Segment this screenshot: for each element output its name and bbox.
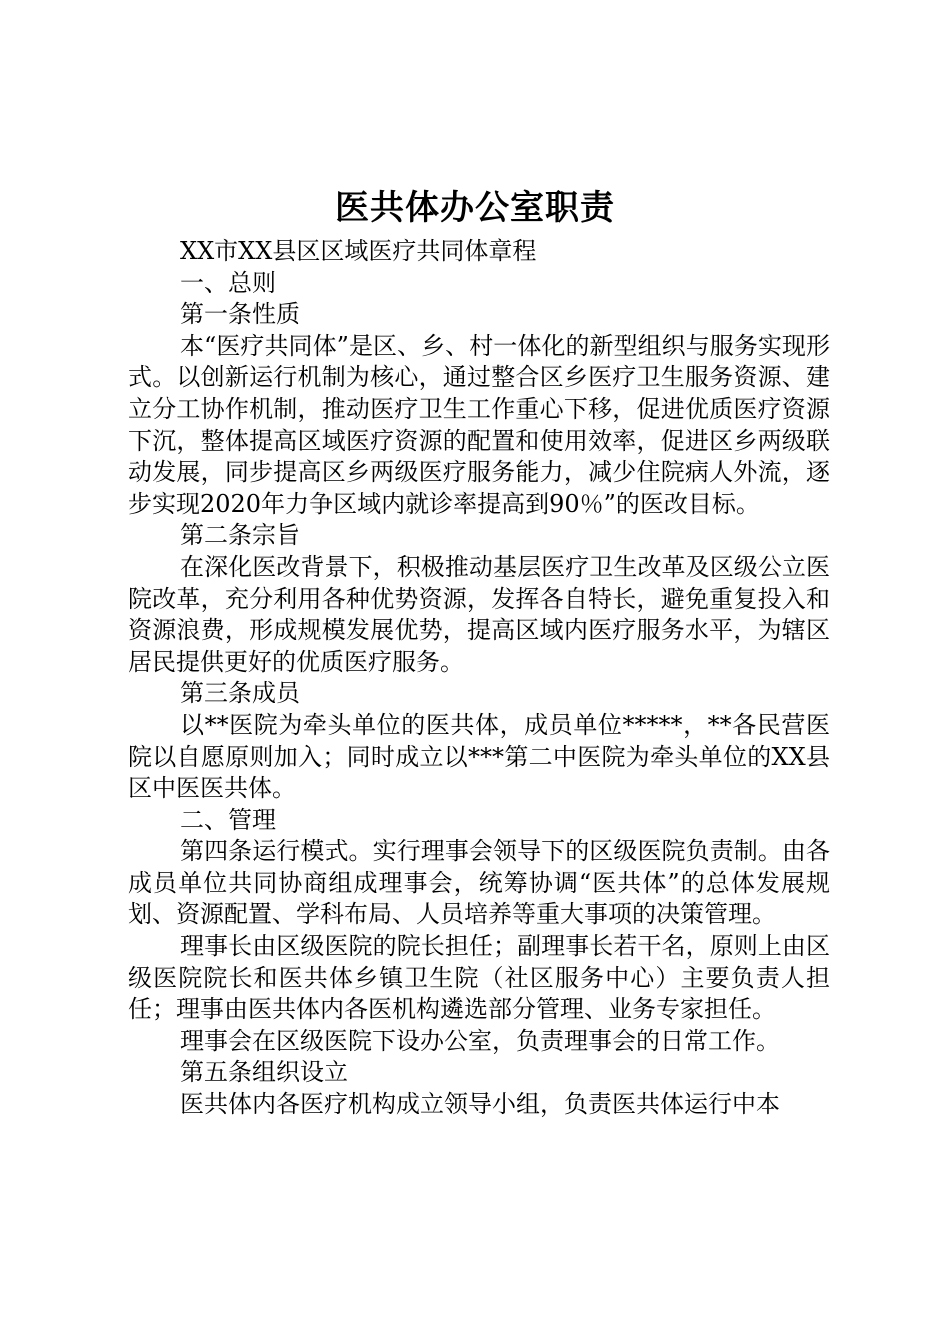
paragraph-section-general: 一、总则 xyxy=(180,268,276,297)
paragraph-section-management: 二、管理 xyxy=(180,805,276,834)
paragraph-article-3-title: 第三条成员 xyxy=(180,679,300,708)
paragraph-heading-charter: XX市XX县区区域医疗共同体章程 xyxy=(180,237,537,265)
paragraph-article-2-title: 第二条宗旨 xyxy=(180,521,300,550)
paragraph-board-office: 理事会在区级医院下设办公室，负责理事会的日常工作。 xyxy=(180,1026,780,1055)
paragraph-article-3-body: 以**医院为牵头单位的医共体，成员单位*****，**各民营医院以自愿原则加入；同时成立以***第二中医院为牵头单位的XX县区中医医共体。 xyxy=(128,710,830,803)
document-title: 医共体办公室职责 xyxy=(335,188,615,228)
paragraph-article-4-body: 第四条运行模式。实行理事会领导下的区级医院负责制。由各成员单位共同协商组成理事会，统筹协调“医共体”的总体发展规划、资源配置、学科布局、人员培养等重大事项的决策管理。 xyxy=(128,837,830,929)
paragraph-article-5-body: 医共体内各医疗机构成立领导小组，负责医共体运行中本 xyxy=(180,1090,780,1119)
paragraph-article-5-title: 第五条组织设立 xyxy=(180,1058,348,1087)
paragraph-article-1-title: 第一条性质 xyxy=(180,300,300,329)
paragraph-article-1-body: 本“医疗共同体”是区、乡、村一体化的新型组织与服务实现形式。以创新运行机制为核心，通过整合区乡医疗卫生服务资源、建立分工协作机制，推动医疗卫生工作重心下移，促进优质医疗资源下沉，整体提高区域医疗资源的配置和使用效率，促进区乡两级联动发展，同步提高区乡两级医疗服务能力，减少住院病人外流，逐步实现2020年力争区域内就诊率提高到90％”的医改目标。 xyxy=(128,331,830,518)
paragraph-board-chair: 理事长由区级医院的院长担任；副理事长若干名，原则上由区级医院院长和医共体乡镇卫生院（社区服务中心）主要负责人担任；理事由医共体内各医机构遴选部分管理、业务专家担任。 xyxy=(128,932,830,1024)
document-body xyxy=(128,236,830,1121)
paragraph-article-2-body: 在深化医改背景下，积极推动基层医疗卫生改革及区级公立医院改革，充分利用各种优势资源，发挥各自特长，避免重复投入和资源浪费，形成规模发展优势，提高区域内医疗服务水平，为辖区居民提供更好的优质医疗服务。 xyxy=(128,552,830,676)
